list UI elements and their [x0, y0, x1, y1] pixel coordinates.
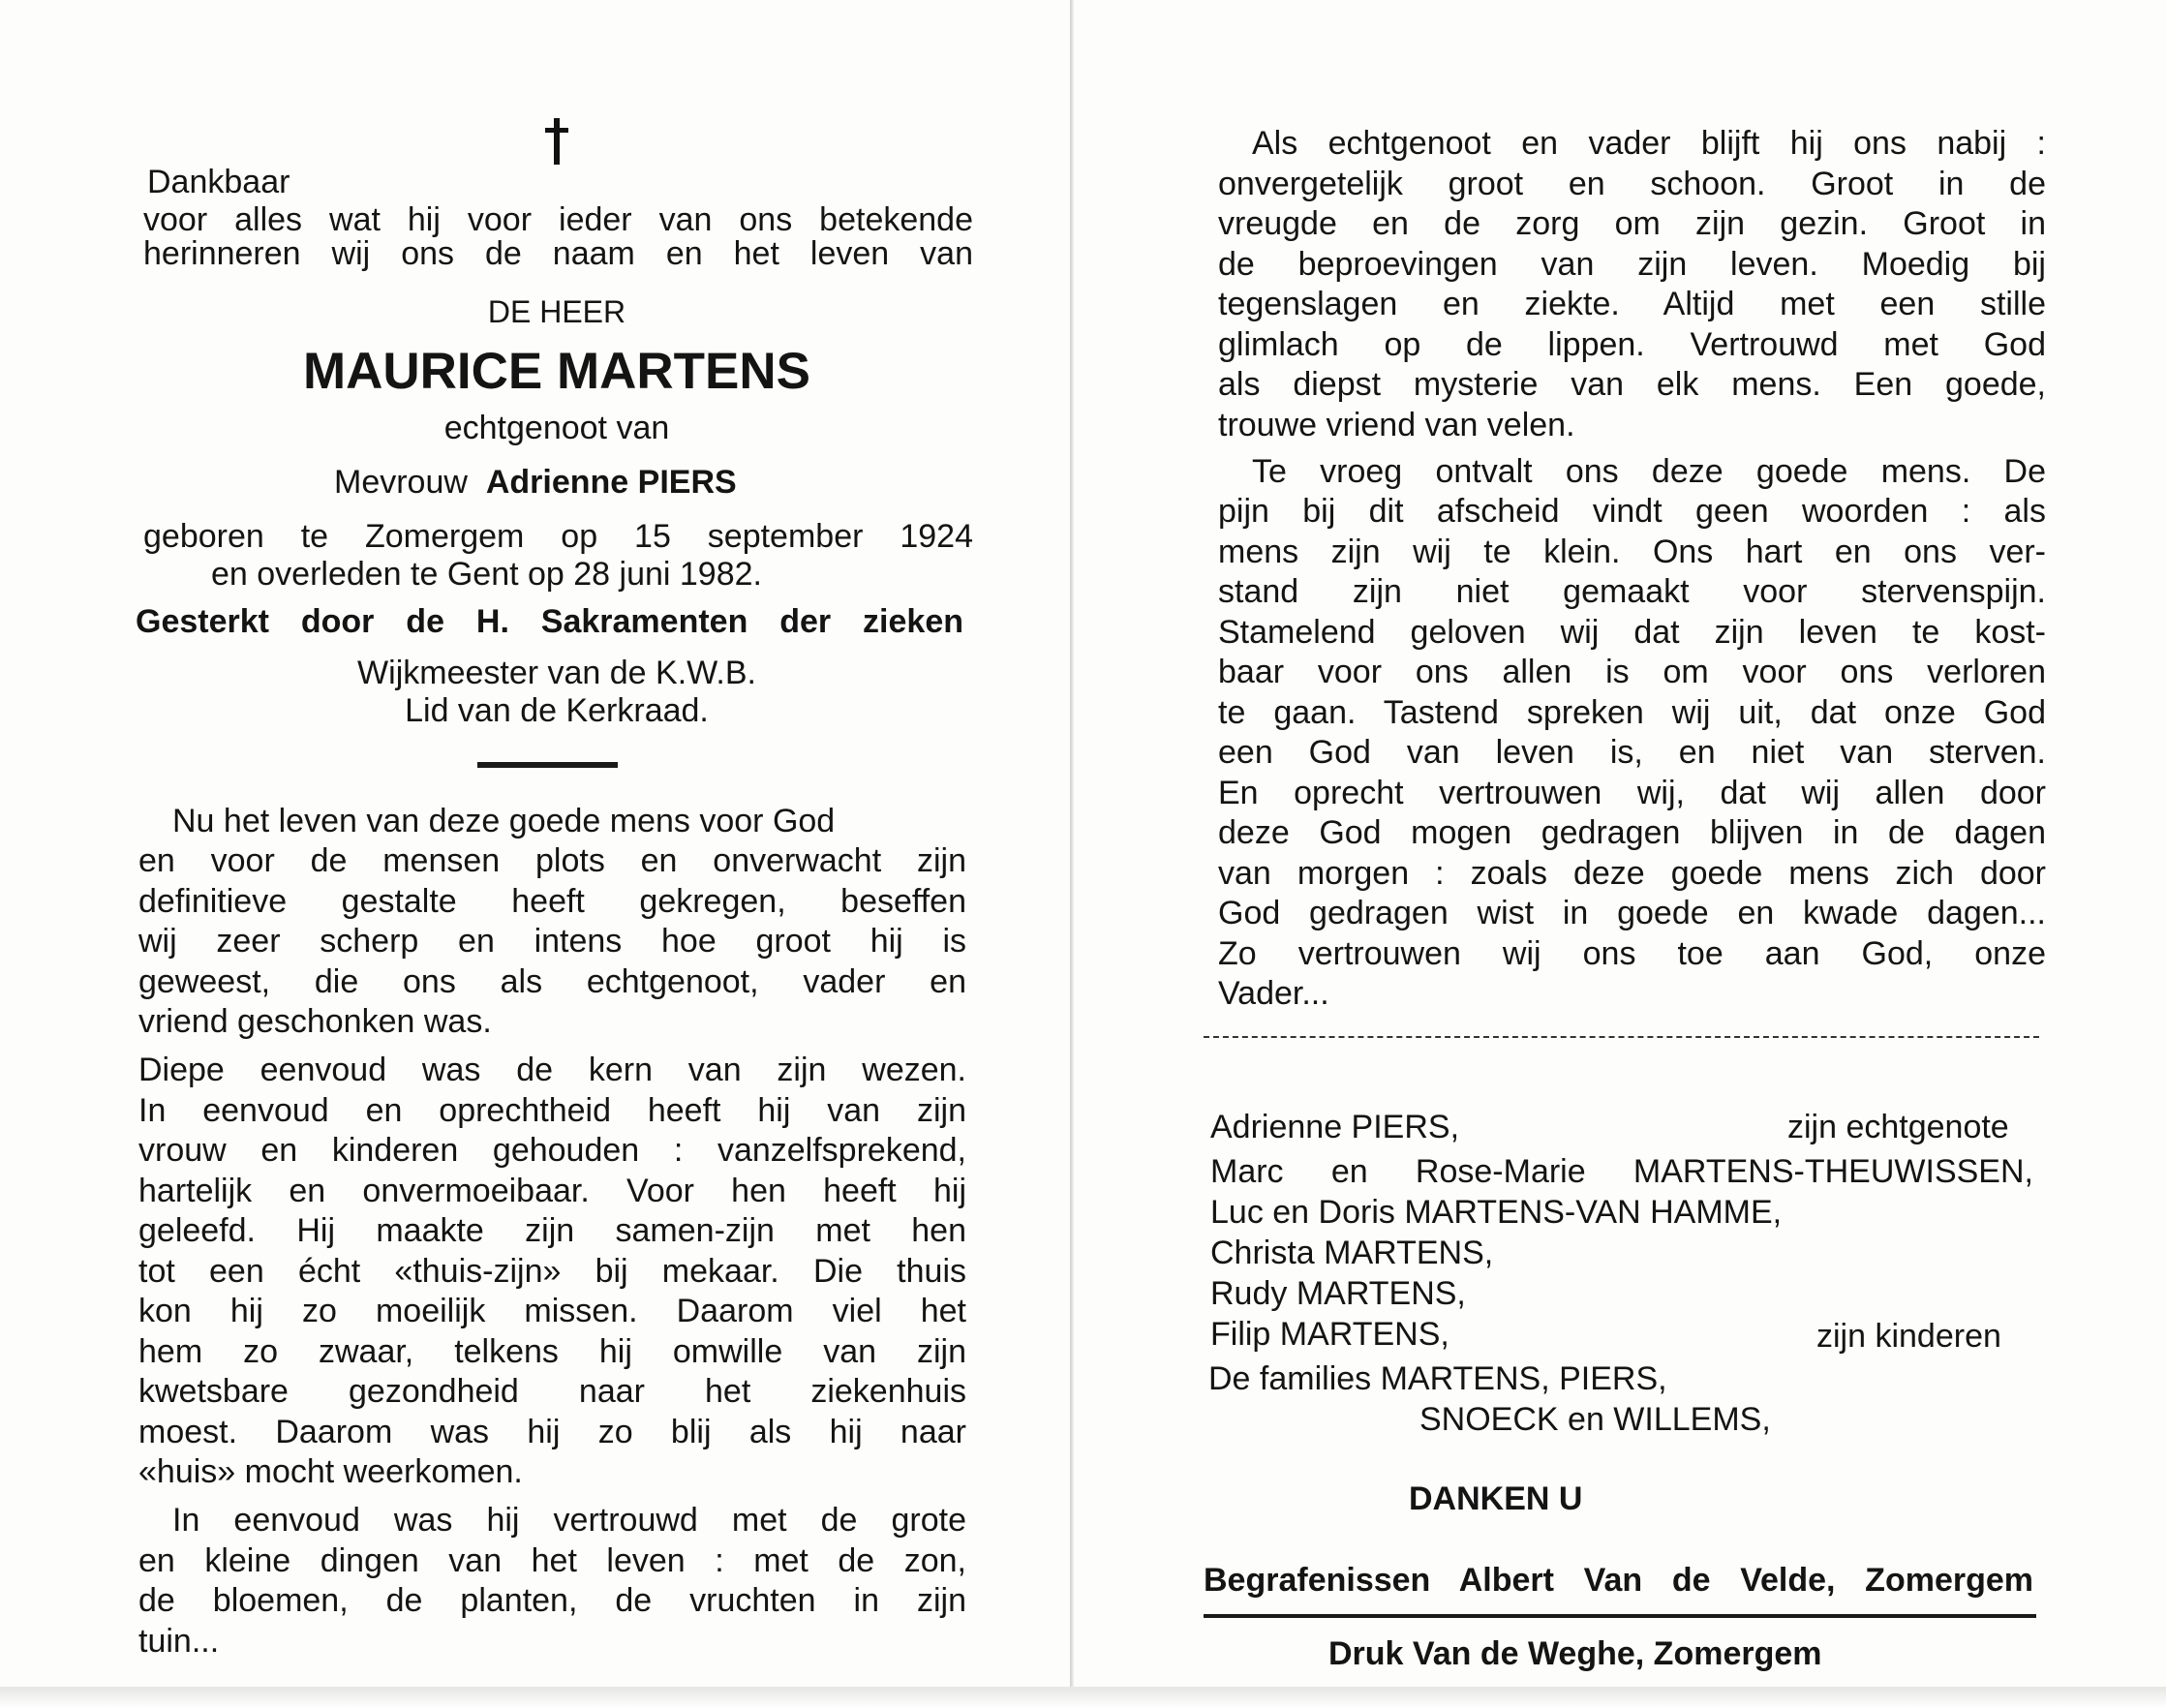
text-line: en kleine dingen van het leven : met de zon,	[138, 1542, 966, 1579]
text-line: te gaan. Tastend spreken wij uit, dat onze God	[1218, 694, 2046, 731]
text-line: Diepe eenvoud was de kern van zijn wezen.	[138, 1052, 966, 1088]
text-line: moest. Daarom was hij zo blij als hij naar	[138, 1414, 966, 1450]
intro-line-1: Dankbaar	[147, 164, 290, 200]
text-line: en voor de mensen plots en onverwacht zijn	[138, 842, 966, 879]
intro-line-2: voor alles wat hij voor ieder van ons betekende	[143, 201, 973, 238]
separator-rule	[477, 762, 618, 768]
text-line: Te vroeg ontvalt ons deze goede mens. De	[1252, 453, 2046, 490]
text-line: tuin...	[138, 1623, 220, 1660]
death-line: en overleden te Gent op 28 juni 1982.	[211, 556, 762, 593]
text-line: tot een écht «thuis-zijn» bij mekaar. Die thuis	[138, 1253, 966, 1290]
text-line: trouwe vriend van velen.	[1218, 407, 1575, 443]
text-line: geleefd. Hij maakte zijn samen-zijn met hen	[138, 1212, 966, 1249]
text-line: Stamelend geloven wij dat zijn leven te kost-	[1218, 614, 2046, 651]
text-line: God gedragen wist in goede en kwade dagen...	[1218, 895, 2046, 931]
text-line: vreugde en de zorg om zijn gezin. Groot in	[1218, 205, 2046, 242]
cross-icon	[545, 118, 568, 165]
spouse-name: Adrienne PIERS	[485, 464, 737, 501]
printer-line: Druk Van de Weghe, Zomergem	[1328, 1635, 1822, 1672]
family-children-role: zijn kinderen	[1816, 1318, 2001, 1355]
text-line: de beproevingen van zijn leven. Moedig bij	[1218, 246, 2046, 283]
role-2: Lid van de Kerkraad.	[405, 692, 709, 729]
family-families-2: SNOECK en WILLEMS,	[1419, 1401, 1771, 1438]
text-line: Nu het leven van deze goede mens voor God	[172, 803, 836, 839]
text-line: In eenvoud en oprechtheid heeft hij van zijn	[138, 1092, 966, 1129]
sacrament-line: Gesterkt door de H. Sakramenten der zieken	[136, 603, 963, 640]
family-child-3: Christa MARTENS,	[1210, 1235, 1494, 1271]
spouse-prefix: Mevrouw	[334, 464, 468, 501]
text-line: En oprecht vertrouwen wij, dat wij allen door	[1218, 775, 2046, 811]
text-line: een God van leven is, en niet van sterven.	[1218, 734, 2046, 771]
text-line: kwetsbare gezondheid naar het ziekenhuis	[138, 1373, 966, 1410]
text-line: pijn bij dit afscheid vindt geen woorden : als	[1218, 493, 2046, 530]
thanks-line: DANKEN U	[1409, 1480, 1583, 1517]
intro-line-3: herinneren wij ons de naam en het leven van	[143, 235, 973, 272]
birth-line: geboren te Zomergem op 15 september 1924	[143, 518, 973, 555]
honorific: DE HEER	[487, 294, 626, 329]
text-line: hartelijk en onvermoeibaar. Voor hen heeft hij	[138, 1173, 966, 1209]
text-line: deze God mogen gedragen blijven in de dagen	[1218, 814, 2046, 851]
text-line: vrouw en kinderen gehouden : vanzelfsprekend,	[138, 1132, 966, 1169]
text-line: vriend geschonken was.	[138, 1003, 492, 1040]
text-line: definitieve gestalte heeft gekregen, beseffen	[138, 883, 966, 920]
text-line: Zo vertrouwen wij ons toe aan God, onze	[1218, 935, 2046, 972]
text-line: «huis» mocht weerkomen.	[138, 1453, 523, 1490]
spouse-line	[334, 463, 737, 503]
card-fold	[1070, 0, 1074, 1708]
funeral-director: Begrafenissen Albert Van de Velde, Zomergem	[1204, 1562, 2033, 1599]
text-line: kon hij zo moeilijk missen. Daarom viel het	[138, 1293, 966, 1329]
text-line: hem zo zwaar, telkens hij omwille van zijn	[138, 1333, 966, 1370]
spouse-intro: echtgenoot van	[443, 410, 670, 446]
text-line: mens zijn wij te klein. Ons hart en ons ver-	[1218, 534, 2046, 570]
footer-rule	[1204, 1614, 2036, 1618]
family-spouse-role: zijn echtgenote	[1787, 1109, 2009, 1145]
text-line: stand zijn niet gemaakt voor stervenspijn.	[1218, 573, 2046, 610]
text-line: onvergetelijk groot en schoon. Groot in de	[1218, 166, 2046, 202]
family-spouse: Adrienne PIERS,	[1210, 1109, 1460, 1145]
family-child-5: Filip MARTENS,	[1210, 1316, 1449, 1353]
text-line: In eenvoud was hij vertrouwd met de grote	[172, 1502, 966, 1539]
family-child-2: Luc en Doris MARTENS-VAN HAMME,	[1210, 1194, 1783, 1231]
card-bottom-edge	[0, 1687, 2166, 1708]
text-line: als diepst mysterie van elk mens. Een goede,	[1218, 366, 2046, 403]
text-line: wij zeer scherp en intens hoe groot hij is	[138, 923, 966, 960]
family-families-1: De families MARTENS, PIERS,	[1208, 1360, 1667, 1397]
text-line: van morgen : zoals deze goede mens zich door	[1218, 855, 2046, 892]
text-line: de bloemen, de planten, de vruchten in zijn	[138, 1582, 966, 1619]
text-line: Als echtgenoot en vader blijft hij ons nabij :	[1252, 125, 2046, 162]
text-line: glimlach op de lippen. Vertrouwd met God	[1218, 326, 2046, 363]
text-line: geweest, die ons als echtgenoot, vader en	[138, 963, 966, 1000]
family-child-1: Marc en Rose-Marie MARTENS-THEUWISSEN,	[1210, 1153, 2033, 1190]
text-line: tegenslagen en ziekte. Altijd met een stille	[1218, 286, 2046, 322]
dashed-separator	[1204, 1036, 2039, 1038]
deceased-name: MAURICE MARTENS	[302, 343, 811, 400]
text-line: Vader...	[1218, 975, 1329, 1012]
family-child-4: Rudy MARTENS,	[1210, 1275, 1466, 1312]
role-1: Wijkmeester van de K.W.B.	[357, 655, 756, 691]
text-line: baar voor ons allen is om voor ons verloren	[1218, 654, 2046, 690]
